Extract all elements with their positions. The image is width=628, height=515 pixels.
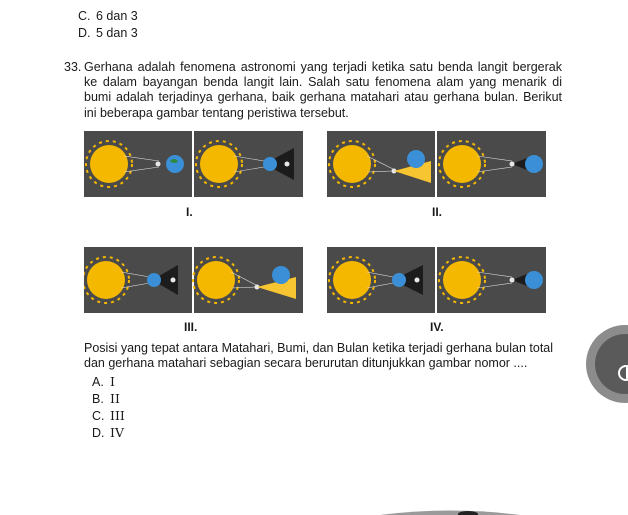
option-text: 6 dan 3 bbox=[96, 9, 138, 23]
sun-icon bbox=[86, 141, 132, 187]
moon-icon bbox=[285, 162, 290, 167]
moon-icon bbox=[171, 278, 176, 283]
option-letter: C. bbox=[92, 409, 105, 423]
option-text: III bbox=[110, 408, 125, 423]
sun-icon bbox=[193, 257, 239, 303]
earth-icon bbox=[392, 273, 406, 287]
moon-icon bbox=[156, 162, 161, 167]
earth-icon bbox=[525, 155, 543, 173]
earth-icon bbox=[147, 273, 161, 287]
sun-icon bbox=[329, 141, 375, 187]
earth-icon bbox=[525, 271, 543, 289]
figure-label-4: IV. bbox=[430, 320, 444, 334]
sun-icon bbox=[196, 141, 242, 187]
option-c[interactable] bbox=[92, 408, 125, 424]
panel-divider bbox=[192, 131, 194, 197]
sun-icon bbox=[84, 257, 129, 303]
figure-label-3: III. bbox=[184, 320, 198, 334]
option-letter: B. bbox=[92, 392, 104, 406]
question-prompt: Posisi yang tepat antara Matahari, Bumi, dan Bulan ketika terjadi gerhana bulan total dan gerhana matahari sebagian secara berurutan ditunjukkan gambar nomor .... bbox=[84, 341, 554, 371]
figure-3 bbox=[84, 247, 303, 313]
moon-icon bbox=[510, 278, 515, 283]
question-text: Gerhana adalah fenomena astronomi yang terjadi ketika satu benda langit bergerak ke dalam bayangan benda langit lain. Salah satu fenomena alam yang menarik di bumi adalah terjadinya gerhana, baik gerhana matahari atau gerhana bulan. Berikut ini beberapa gambar tentang peristiwa tersebut. bbox=[84, 60, 562, 120]
question-number: 33. bbox=[64, 60, 82, 74]
figure-1 bbox=[84, 131, 303, 197]
earth-icon bbox=[407, 150, 425, 168]
panel-divider bbox=[435, 131, 437, 197]
contrast-toggle-icon bbox=[618, 365, 628, 381]
figure-label-2: II. bbox=[432, 205, 443, 219]
moon-icon bbox=[415, 278, 420, 283]
option-b[interactable] bbox=[92, 391, 120, 407]
option-a[interactable] bbox=[92, 374, 115, 390]
option-text: 5 dan 3 bbox=[96, 26, 138, 40]
option-letter: A. bbox=[92, 375, 104, 389]
option-text: II bbox=[110, 391, 120, 406]
figure-4 bbox=[327, 247, 546, 313]
sun-icon bbox=[329, 257, 375, 303]
contrast-button-inner bbox=[595, 334, 628, 394]
option-letter: C. bbox=[78, 9, 91, 23]
option-letter: D. bbox=[78, 26, 91, 40]
sun-icon bbox=[439, 257, 485, 303]
sun-icon bbox=[439, 141, 485, 187]
prev-option-d[interactable] bbox=[78, 26, 138, 41]
page-edge-shadow bbox=[380, 508, 520, 515]
earth-icon bbox=[166, 155, 184, 173]
moon-icon bbox=[510, 162, 515, 167]
earth-icon bbox=[263, 157, 277, 171]
panel-divider bbox=[435, 247, 437, 313]
option-text: I bbox=[110, 374, 115, 389]
option-d[interactable] bbox=[92, 425, 124, 441]
prev-option-c[interactable] bbox=[78, 9, 138, 24]
earth-icon bbox=[272, 266, 290, 284]
option-text: IV bbox=[110, 425, 124, 440]
contrast-toggle-button[interactable] bbox=[586, 325, 628, 403]
figure-label-1: I. bbox=[186, 205, 193, 219]
option-letter: D. bbox=[92, 426, 105, 440]
figure-2 bbox=[327, 131, 546, 197]
